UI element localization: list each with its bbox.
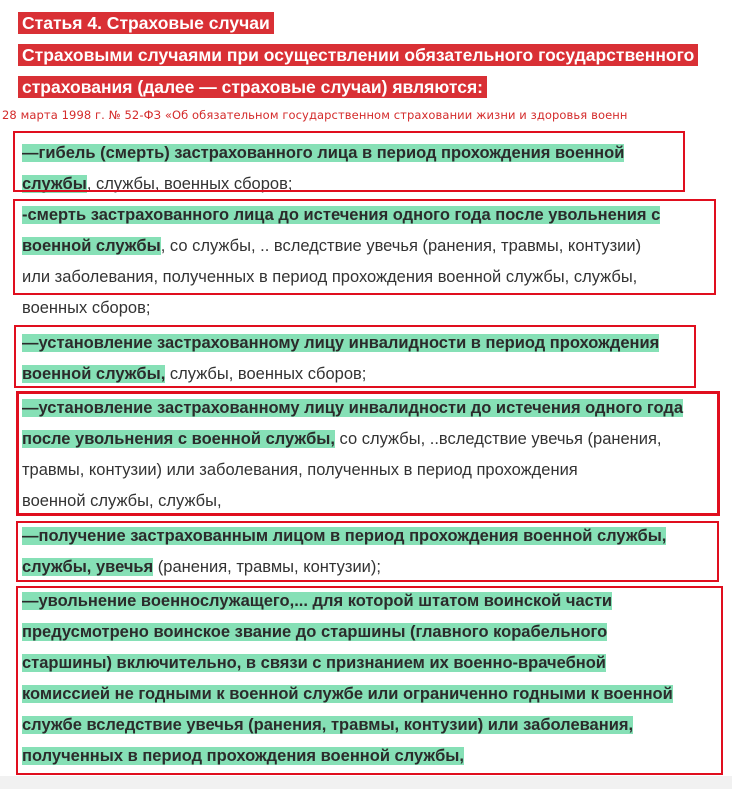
case-highlight: —гибель (смерть) застрахованного лица в период прохождения военной (22, 144, 625, 162)
case-highlight: военной службы (22, 237, 161, 255)
law-reference: 28 марта 1998 г. № 52-ФЗ «Об обязательном государственном страховании жизни и здоровья военн (2, 108, 628, 122)
case-highlight: старшины) включительно, в связи с признанием их военно-врачебной (22, 654, 606, 672)
case-text: военных сборов; (22, 299, 151, 317)
case-5-outline (16, 521, 719, 582)
case-highlight: полученных в период прохождения военной службы, (22, 747, 464, 765)
case-highlight: военной службы, (22, 365, 166, 383)
case-6-outline (16, 586, 723, 775)
case-2-outline (13, 199, 716, 295)
case-text: , со службы, .. вследствие увечья (ранения, травмы, контузии) (160, 237, 642, 255)
case-highlight: —увольнение военнослужащего,... для которой штатом воинской части (22, 592, 613, 610)
case-highlight: комиссией не годными к военной службе или ограниченно годными к военной (22, 685, 673, 703)
case-3-outline (14, 325, 696, 388)
page-bottom-strip (0, 776, 732, 789)
case-highlight: —установление застрахованному лицу инвалидности в период прохождения (22, 334, 660, 352)
case-highlight: -смерть застрахованного лица до истечения одного года после увольнения с (22, 206, 661, 224)
case-text: военной службы, службы, (22, 492, 222, 510)
case-text: , службы, военных сборов; (86, 175, 293, 193)
case-text: (ранения, травмы, контузии); (153, 558, 381, 576)
case-highlight: предусмотрено воинское звание до старшины (главного корабельного (22, 623, 608, 641)
case-1-outline (13, 131, 685, 192)
case-highlight: службе вследствие увечья (ранения, травмы, контузии) или заболевания, (22, 716, 634, 734)
case-highlight: —установление застрахованному лицу инвалидности до истечения одного года (22, 399, 684, 417)
case-highlight: службы (22, 175, 87, 193)
lead-line-1: Страховыми случаями при осуществлении обязательного государственного (18, 42, 698, 68)
case-highlight: службы, увечья (22, 558, 154, 576)
article-title: Статья 4. Страховые случаи (18, 10, 274, 36)
case-text: травмы, контузии) или заболевания, полученных в период прохождения (22, 461, 578, 479)
case-4-outline (16, 391, 720, 516)
case-highlight: после увольнения с военной службы, (22, 430, 335, 448)
case-text: или заболевания, полученных в период прохождения военной службы, службы, (22, 268, 638, 286)
case-text: службы, военных сборов; (165, 365, 367, 383)
case-text: со службы, ..вследствие увечья (ранения, (334, 430, 662, 448)
case-highlight: —получение застрахованным лицом в период прохождения военной службы, (22, 527, 667, 545)
lead-line-2: страхования (далее — страховые случаи) являются: (18, 74, 487, 100)
